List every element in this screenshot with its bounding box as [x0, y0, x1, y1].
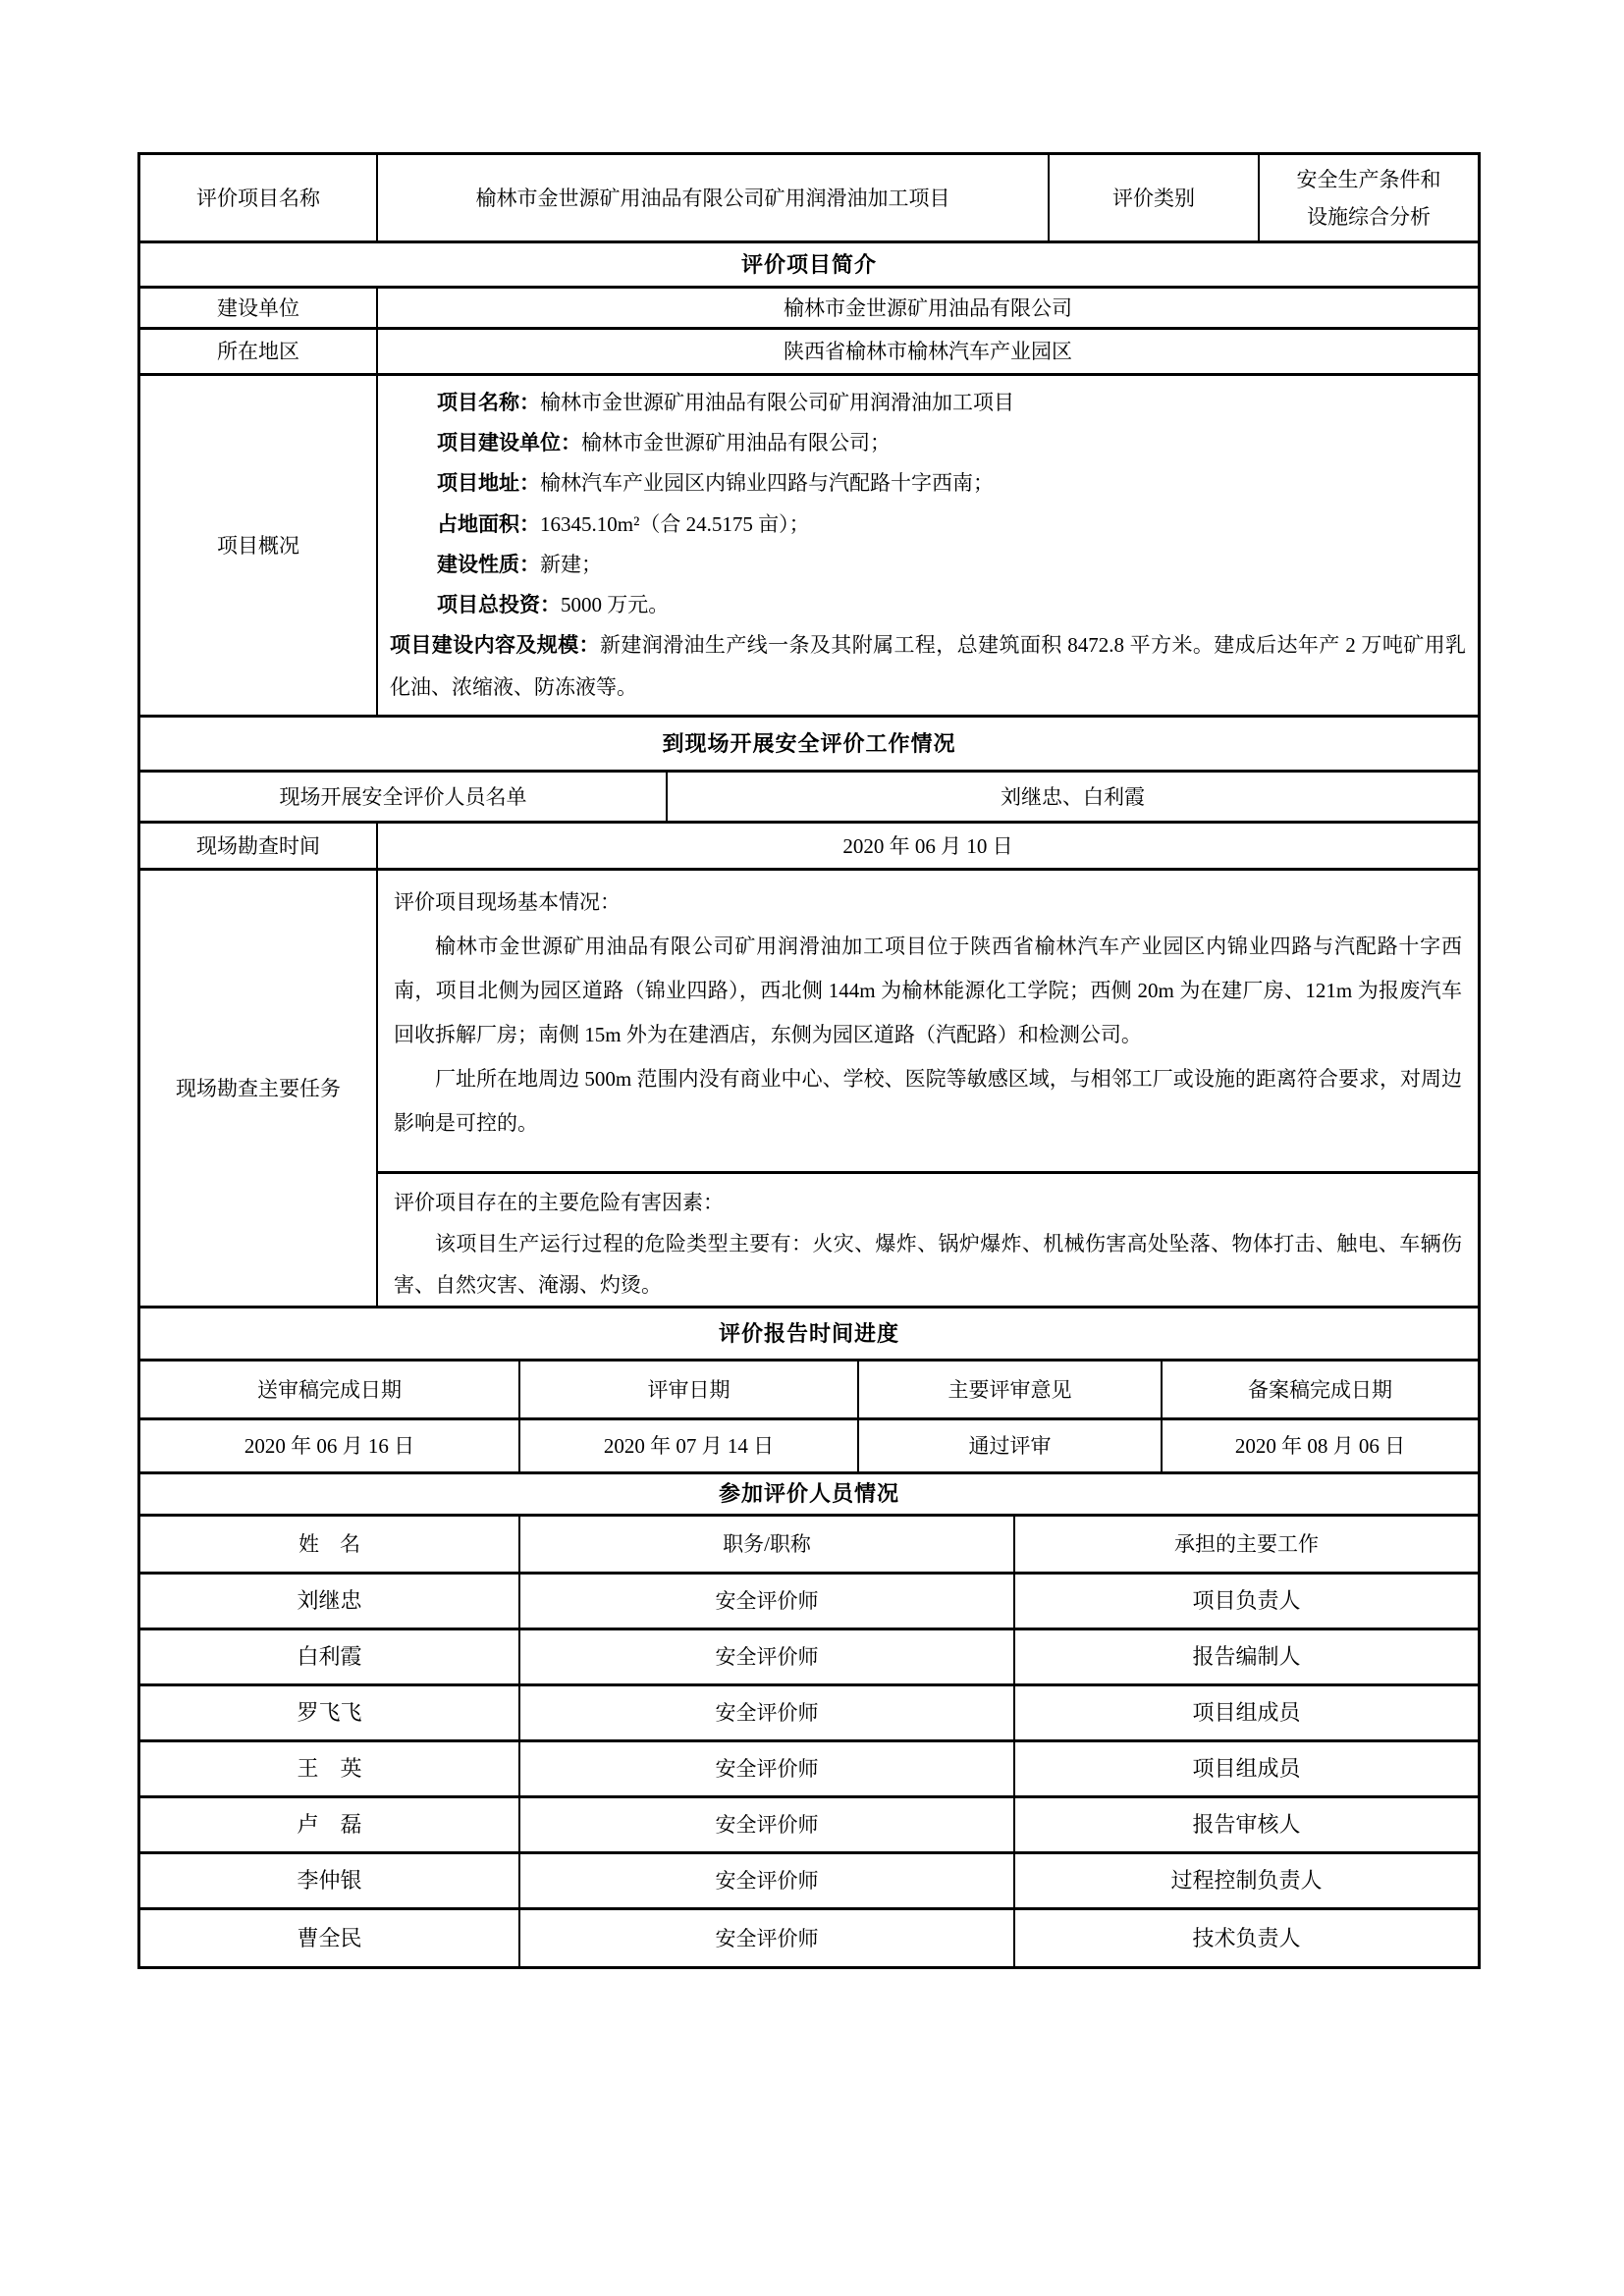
participant-work: 报告审核人 — [1013, 1798, 1478, 1851]
participant-row — [140, 1742, 1478, 1798]
participant-row — [140, 1910, 1478, 1966]
hazard-factors-cell — [378, 1174, 1478, 1306]
participant-work: 过程控制负责人 — [1013, 1854, 1478, 1907]
participant-row — [140, 1575, 1478, 1630]
overview-line-project-name — [390, 382, 1466, 422]
evaluation-type-value-line1: 安全生产条件和 — [1296, 167, 1441, 191]
section-sitework-header-row — [140, 718, 1478, 773]
schedule-value-final-date: 2020 年 08 月 06 日 — [1161, 1420, 1478, 1471]
hazard-paragraph: 该项目生产运行过程的危险类型主要有：火灾、爆炸、锅炉爆炸、机械伤害高处坠落、物体打击、触电、车辆伤害、自然灾害、淹溺、灼烫。 — [394, 1232, 1462, 1297]
participant-row — [140, 1854, 1478, 1910]
survey-time-label: 现场勘查时间 — [196, 833, 320, 858]
participant-name: 罗飞飞 — [297, 1700, 362, 1725]
participant-name: 白利霞 — [297, 1644, 362, 1669]
overview-scale-value: 新建润滑油生产线一条及其附属工程，总建筑面积 8472.8 平方米。建成后达年产 2 万吨矿用乳化油、浓缩液、防冻液等。 — [390, 633, 1466, 700]
participant-title: 安全评价师 — [518, 1686, 1013, 1739]
schedule-value-draft-date: 2020 年 06 月 16 日 — [244, 1434, 415, 1458]
participant-name: 曹全民 — [297, 1925, 362, 1950]
schedule-value-review-opinion: 通过评审 — [857, 1420, 1161, 1471]
participant-title: 安全评价师 — [518, 1575, 1013, 1628]
section-intro-header-row — [140, 243, 1478, 289]
participant-row — [140, 1630, 1478, 1686]
overview-line-address — [390, 462, 1466, 503]
participant-work: 报告编制人 — [1013, 1630, 1478, 1683]
section-intro-title: 评价项目简介 — [740, 251, 877, 277]
survey-task-label-text: 现场勘查主要任务 — [176, 1076, 341, 1100]
evaluation-type-value-line2: 设施综合分析 — [1307, 204, 1431, 229]
project-overview-label: 项目概况 — [217, 533, 299, 558]
overview-line-value: 5000 万元。 — [561, 592, 670, 616]
builder-value: 榆林市金世源矿用油品有限公司 — [376, 289, 1478, 327]
section-participants-header-row — [140, 1474, 1478, 1517]
overview-line-label: 项目建设单位： — [437, 431, 581, 455]
schedule-columns-row — [140, 1362, 1478, 1420]
participant-work: 技术负责人 — [1013, 1910, 1478, 1966]
section-schedule-title: 评价报告时间进度 — [718, 1320, 899, 1346]
survey-task-label — [140, 871, 376, 1306]
overview-line-area — [390, 504, 1466, 544]
participant-name: 王 英 — [297, 1756, 362, 1781]
region-row — [140, 330, 1478, 376]
schedule-col-final-date: 备案稿完成日期 — [1161, 1362, 1478, 1417]
site-staff-label: 现场开展安全评价人员名单 — [279, 784, 527, 809]
builder-label: 建设单位 — [217, 295, 299, 320]
participant-title: 安全评价师 — [518, 1742, 1013, 1795]
section-schedule-header-row — [140, 1308, 1478, 1362]
site-basic-conditions-cell — [378, 871, 1478, 1174]
participant-name: 李仲银 — [297, 1868, 362, 1893]
builder-row — [140, 289, 1478, 330]
project-overview-row — [140, 376, 1478, 718]
project-title-row — [140, 155, 1478, 243]
overview-line-label: 占地面积： — [437, 511, 540, 536]
participant-work: 项目负责人 — [1013, 1575, 1478, 1628]
section-sitework-title: 到现场开展安全评价工作情况 — [662, 730, 956, 756]
overview-line-nature — [390, 544, 1466, 584]
site-staff-value: 刘继忠、白利霞 — [666, 773, 1478, 821]
participants-col-name: 姓 名 — [298, 1532, 360, 1556]
participant-title: 安全评价师 — [518, 1630, 1013, 1683]
overview-line-investment — [390, 584, 1466, 624]
overview-scale-paragraph — [390, 624, 1466, 709]
section-participants-title: 参加评价人员情况 — [718, 1481, 899, 1506]
participant-name: 刘继忠 — [297, 1588, 362, 1613]
project-name-label: 评价项目名称 — [196, 186, 320, 210]
overview-line-value: 榆林市金世源矿用油品有限公司矿用润滑油加工项目 — [540, 390, 1014, 414]
survey-time-row — [140, 824, 1478, 871]
site-basic-paragraph-1: 榆林市金世源矿用油品有限公司矿用润滑油加工项目位于陕西省榆林汽车产业园区内锦业四路与汽配路十字西南，项目北侧为园区道路（锦业四路），西北侧 144m 为榆林能源化工学院；西侧 20m 为在建厂房、121m 为报废汽车回收拆解厂房；南侧 15m 外为在建酒店，东侧为园区道路（汽配路）和检测公司。 — [394, 934, 1462, 1046]
region-value: 陕西省榆林市榆林汽车产业园区 — [376, 330, 1478, 373]
schedule-col-review-opinion: 主要评审意见 — [857, 1362, 1161, 1417]
overview-line-value: 新建； — [540, 552, 602, 576]
participant-row — [140, 1686, 1478, 1742]
overview-line-label: 项目地址： — [437, 471, 540, 496]
site-basic-paragraph-2: 厂址所在地周边 500m 范围内没有商业中心、学校、医院等敏感区域，与相邻工厂或设施的距离符合要求，对周边影响是可控的。 — [394, 1067, 1462, 1135]
schedule-values-row — [140, 1420, 1478, 1474]
participant-name: 卢 磊 — [297, 1812, 362, 1837]
hazard-heading: 评价项目存在的主要危险有害因素： — [394, 1191, 724, 1214]
evaluation-summary-table — [137, 152, 1481, 1969]
participant-title: 安全评价师 — [518, 1854, 1013, 1907]
overview-line-build-unit — [390, 422, 1466, 462]
overview-line-value: 榆林市金世源矿用油品有限公司； — [581, 431, 891, 455]
participants-columns-row — [140, 1517, 1478, 1575]
survey-time-value: 2020 年 06 月 10 日 — [376, 824, 1478, 868]
site-staff-row — [140, 773, 1478, 824]
project-name-value: 榆林市金世源矿用油品有限公司矿用润滑油加工项目 — [376, 155, 1048, 240]
participants-col-work: 承担的主要工作 — [1013, 1517, 1478, 1572]
overview-line-label: 建设性质： — [437, 552, 540, 576]
participant-row — [140, 1798, 1478, 1854]
region-label: 所在地区 — [217, 340, 299, 363]
site-basic-heading: 评价项目现场基本情况： — [394, 890, 621, 914]
schedule-col-review-date: 评审日期 — [518, 1362, 857, 1417]
schedule-col-draft-date: 送审稿完成日期 — [257, 1377, 402, 1402]
participant-title: 安全评价师 — [518, 1798, 1013, 1851]
participant-title: 安全评价师 — [518, 1910, 1013, 1966]
survey-task-content — [376, 871, 1478, 1306]
participants-col-title: 职务/职称 — [518, 1517, 1013, 1572]
overview-scale-label: 项目建设内容及规模： — [390, 633, 600, 658]
overview-line-value: 16345.10m²（合 24.5175 亩）； — [540, 511, 810, 536]
project-overview-content — [376, 376, 1478, 715]
evaluation-type-label: 评价类别 — [1048, 155, 1258, 240]
overview-line-label: 项目总投资： — [437, 592, 561, 616]
evaluation-type-value — [1258, 155, 1478, 240]
schedule-value-review-date: 2020 年 07 月 14 日 — [518, 1420, 857, 1471]
survey-task-row — [140, 871, 1478, 1308]
participant-work: 项目组成员 — [1013, 1686, 1478, 1739]
overview-line-value: 榆林汽车产业园区内锦业四路与汽配路十字西南； — [540, 471, 994, 496]
participant-work: 项目组成员 — [1013, 1742, 1478, 1795]
overview-line-label: 项目名称： — [437, 390, 540, 414]
